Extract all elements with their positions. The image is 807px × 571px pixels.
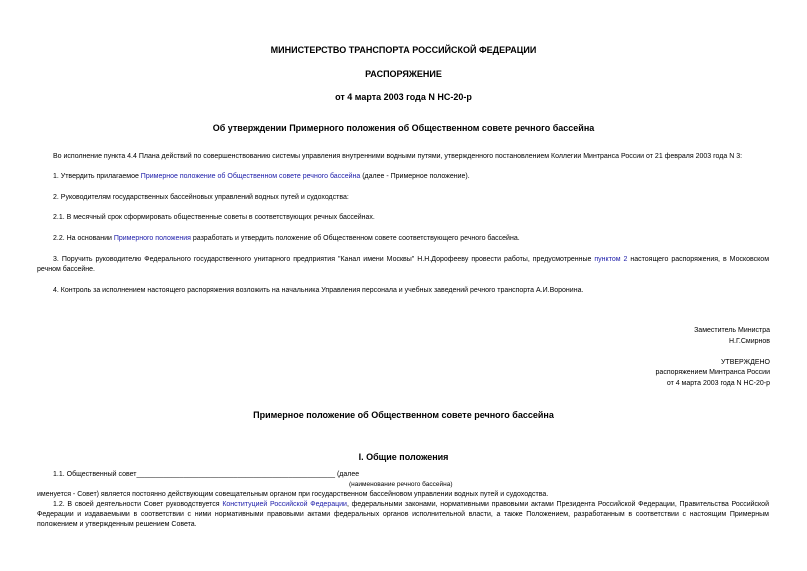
basin-name-caption: (наименование речного бассейна) [349,481,453,488]
ministry-heading: МИНИСТЕРСТВО ТРАНСПОРТА РОССИЙСКОЙ ФЕДЕРАЦИИ [270,45,537,55]
signature-name: Н.Г.Смирнов [728,338,770,345]
clause-1-2 [37,500,769,530]
basin-name-blank: ___________________________________________________ [136,471,336,478]
clause-1-1-line [53,470,359,480]
approval-line-3: от 4 марта 2003 года N НС-20-р [666,380,770,387]
item-1-text-b: (далее - Примерное положение). [360,173,470,180]
doc-date-heading: от 4 марта 2003 года N НС-20-р [335,92,472,102]
annex-title: Примерное положение об Общественном совете речного бассейна [253,410,554,420]
item-2: 2. Руководителям государственных бассейновых управлений водных путей и судоходства: [53,194,349,201]
clause-1-1-text-a: 1.1. Общественный совет [53,471,137,478]
clause-1-2-text-b: , федеральными законами, нормативными правовыми актами Президента Российской Федерации, Правительства Российской Федерации и издаваемыми в соответствии с ними нормативными правовыми актами федеральных органов исполнительной власти, а также Положением, разработанным в соответствии с настоящим Примерным положением и утвержденным решением Совета. [37,501,769,528]
approval-line-1: УТВЕРЖДЕНО [720,359,770,366]
clause-1-1-text-b: (далее [335,471,360,478]
clause-1-1-continuation: именуется - Совет) является постоянно действующим совещательным органом при государственном бассейновом управлении водных путей и судоходства. [37,491,549,498]
item-2-2-text-a: 2.2. На основании [53,235,114,242]
section-heading: I. Общие положения [358,452,449,462]
item-4: 4. Контроль за исполнением настоящего распоряжения возложить на начальника Управления персонала и учебных заведений речного транспорта А.И.Воронина. [53,287,584,294]
item-3 [37,255,769,275]
signature-position: Заместитель Министра [694,327,770,334]
clause-2-link[interactable]: пунктом 2 [594,256,628,263]
item-2-1: 2.1. В месячный срок сформировать общественные советы в соответствующих речных бассейнах. [53,214,375,221]
clause-1-2-text-a: 1.2. В своей деятельности Совет руководствуется [53,501,223,508]
item-3-text-a: 3. Поручить руководителю Федерального государственного унитарного предприятия "Канал имени Москвы" Н.Н.Дорофееву провести работы, предусмотренные [53,256,595,263]
item-3-text-b: настоящего распоряжения, в Московском речном бассейне. [37,256,770,273]
preamble-text: Во исполнение пункта 4.4 Плана действий по совершенствованию системы управления внутренними водными путями, утвержденного постановлением Коллегии Минтранса России от 21 февраля 2003 года N 3: [53,153,743,160]
item-2-2-text-b: разработать и утвердить положение об Общественном совете соответствующего речного бассейна. [190,235,520,242]
doc-type-heading: РАСПОРЯЖЕНИЕ [365,69,442,79]
item-2-2 [53,234,520,244]
constitution-link[interactable]: Конституцией Российской Федерации [222,501,347,508]
example-regulation-link[interactable]: Примерное положение об Общественном совете речного бассейна [140,173,361,180]
item-1-text-a: 1. Утвердить прилагаемое [53,173,141,180]
approval-line-2: распоряжением Минтранса России [655,369,770,376]
document-title: Об утверждении Примерного положения об Общественном совете речного бассейна [212,123,595,133]
example-regulation-link-2[interactable]: Примерного положения [113,235,191,242]
item-1 [53,172,470,182]
